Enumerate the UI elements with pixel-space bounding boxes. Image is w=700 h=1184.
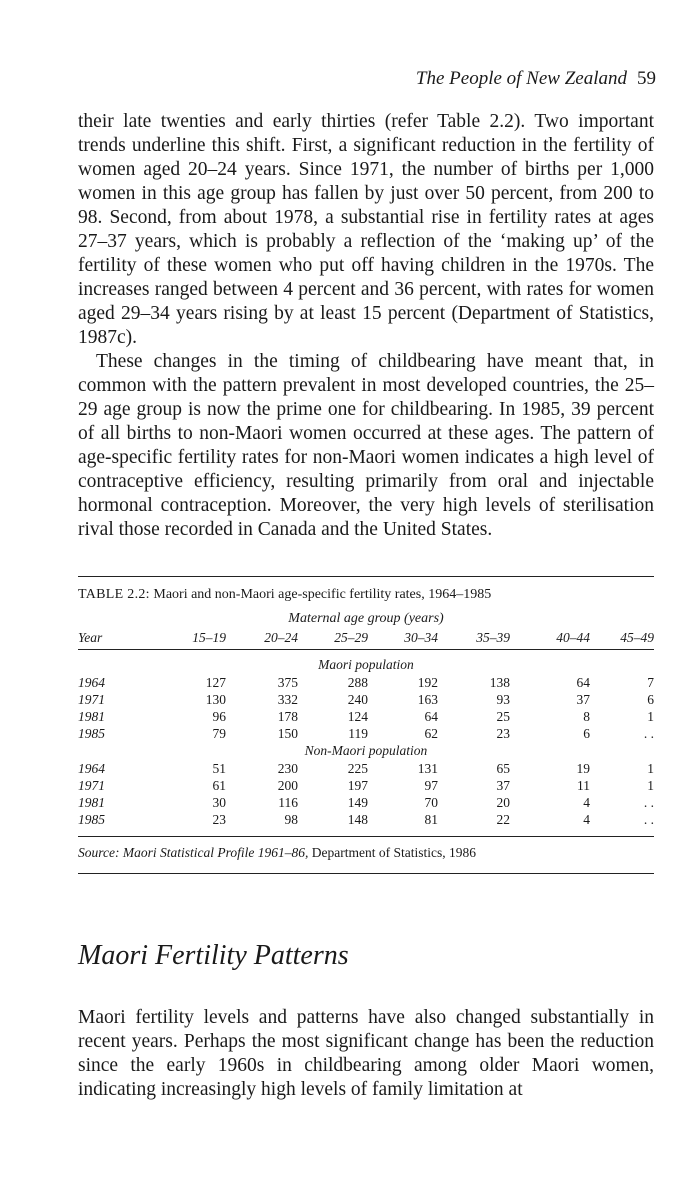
source-title: Maori Statistical Profile 1961–86, [122, 845, 309, 860]
table-row [78, 760, 654, 777]
table-row [78, 691, 654, 708]
table-cell: 93 [496, 691, 510, 707]
column-header: 45–49 [620, 630, 654, 645]
table-cell: 51 [212, 760, 226, 776]
table-cell: 127 [205, 674, 226, 690]
section-body [78, 1006, 654, 1102]
table-cell: 98 [284, 811, 298, 827]
table-cell: 62 [424, 725, 438, 741]
group-label: Non-Maori population [304, 743, 428, 758]
table-cell: 37 [576, 691, 590, 707]
table-cell: 332 [277, 691, 298, 707]
table-bottom-rule [78, 873, 654, 874]
table-cell: 30 [212, 794, 226, 810]
table-cell: 1 [647, 708, 654, 724]
table-cell: 81 [424, 811, 438, 827]
table-row [78, 674, 654, 691]
table-cell: 64 [576, 674, 590, 690]
column-header-row [78, 627, 654, 650]
table-cell: 37 [496, 777, 510, 793]
column-header: 40–44 [556, 630, 590, 645]
group-label: Maori population [318, 657, 414, 672]
row-year: 1981 [78, 708, 105, 724]
table-label: TABLE 2.2: [78, 587, 150, 602]
table-row [78, 777, 654, 794]
row-year: 1971 [78, 777, 105, 793]
table-cell: 23 [212, 811, 226, 827]
row-year: 1981 [78, 794, 105, 810]
column-header-year: Year [78, 630, 103, 645]
table-cell: 124 [347, 708, 368, 724]
table-cell: 131 [417, 760, 438, 776]
row-year: 1985 [78, 811, 105, 827]
table-cell: 79 [212, 725, 226, 741]
table-cell: 288 [347, 674, 368, 690]
table-row [78, 708, 654, 725]
group-label-row [78, 656, 654, 674]
row-year: 1985 [78, 725, 105, 741]
table-source [78, 845, 654, 861]
fertility-table [78, 576, 654, 874]
table-cell: 240 [347, 691, 368, 707]
table-cell: 163 [417, 691, 438, 707]
body-text [78, 110, 654, 542]
table-cell: 119 [348, 725, 368, 741]
table-caption [78, 587, 654, 603]
column-header: 30–34 [404, 630, 438, 645]
table-cell: 25 [496, 708, 510, 724]
source-rest: Department of Statistics, 1986 [311, 845, 476, 860]
table-cell: . . [643, 794, 654, 810]
table-cell: 64 [424, 708, 438, 724]
table-cell: 116 [278, 794, 298, 810]
table-cell: 149 [347, 794, 368, 810]
table-cell: 197 [347, 777, 368, 793]
table-title: Maori and non-Maori age-specific fertility rates, 1964–1985 [153, 587, 492, 602]
running-header [416, 68, 656, 90]
paragraph: Maori fertility levels and patterns have also changed substantially in recent years. Perhaps the most significant change has been the reduction since the early 1960s in childbearing among older Maori women, indicating increasingly high levels of family limitation at [78, 1007, 654, 1100]
row-year: 1964 [78, 674, 105, 690]
row-year: 1971 [78, 691, 105, 707]
row-year: 1964 [78, 760, 105, 776]
page-number: 59 [637, 68, 656, 89]
table-cell: 200 [277, 777, 298, 793]
table-row [78, 811, 654, 828]
table-cell: 20 [496, 794, 510, 810]
running-title: The People of New Zealand [415, 68, 627, 89]
table-cell: 19 [576, 760, 590, 776]
column-header: 15–19 [192, 630, 226, 645]
paragraph: their late twenties and early thirties (refer Table 2.2). Two important trends underline this shift. First, a significant reduction in the fertility of women aged 20–24 years. Since 1971, the number of births per 1,000 women in this age group has fallen by just over 50 percent, from 200 to 98. Second, from about 1978, a substantial rise in fertility rates at ages 27–37 years, which is probably a reflection of the ‘making up’ of the fertility of these women who put off having children in the 1970s. The increases ranged between 4 percent and 36 percent, with rates for women aged 29–34 years rising by at least 15 percent (Department of Statistics, 1987c). [78, 111, 654, 348]
table-row [78, 725, 654, 742]
column-header: 35–39 [476, 630, 510, 645]
table-cell: 4 [583, 811, 590, 827]
table-cell: 8 [583, 708, 590, 724]
table-cell: 6 [583, 725, 590, 741]
table-cell: 178 [277, 708, 298, 724]
table-row [78, 794, 654, 811]
table-cell: 1 [647, 760, 654, 776]
table-cell: 96 [212, 708, 226, 724]
table-cell: 61 [212, 777, 226, 793]
table-cell: 65 [496, 760, 510, 776]
table-cell: 138 [489, 674, 510, 690]
table-cell: 230 [277, 760, 298, 776]
table-cell: 97 [424, 777, 438, 793]
table-cell: 22 [496, 811, 510, 827]
column-header: 20–24 [264, 630, 298, 645]
table-cell: 375 [277, 674, 298, 690]
table-cell: 150 [277, 725, 298, 741]
table-cell: 70 [424, 794, 438, 810]
paragraph: These changes in the timing of childbearing have meant that, in common with the pattern prevalent in most developed countries, the 25–29 age group is now the prime one for childbearing. In 1985, 39 percent of all births to non-Maori women occurred at these ages. The pattern of age-specific fertility rates for non-Maori women indicates a high level of contraceptive efficiency, resulting primarily from oral and injectable hormonal contraception. Moreover, the very high levels of sterilisation rival those recorded in Canada and the United States. [78, 351, 654, 540]
table-cell: 1 [647, 777, 654, 793]
table-cell: 148 [347, 811, 368, 827]
table-top-rule [78, 576, 654, 577]
section-heading: Maori Fertility Patterns [78, 940, 349, 971]
data-table [78, 627, 654, 828]
table-cell: 130 [205, 691, 226, 707]
table-cell: 225 [347, 760, 368, 776]
column-header: 25–29 [334, 630, 368, 645]
table-cell: 7 [647, 674, 654, 690]
table-cell: 6 [647, 691, 654, 707]
table-cell: . . [643, 725, 654, 741]
table-cell: . . [643, 811, 654, 827]
table-cell: 4 [583, 794, 590, 810]
source-label: Source: [78, 845, 120, 860]
table-cell: 11 [577, 777, 590, 793]
source-rule [78, 836, 654, 837]
table-cell: 23 [496, 725, 510, 741]
table-spanner: Maternal age group (years) [288, 611, 444, 626]
table-cell: 192 [417, 674, 438, 690]
group-label-row [78, 742, 654, 760]
